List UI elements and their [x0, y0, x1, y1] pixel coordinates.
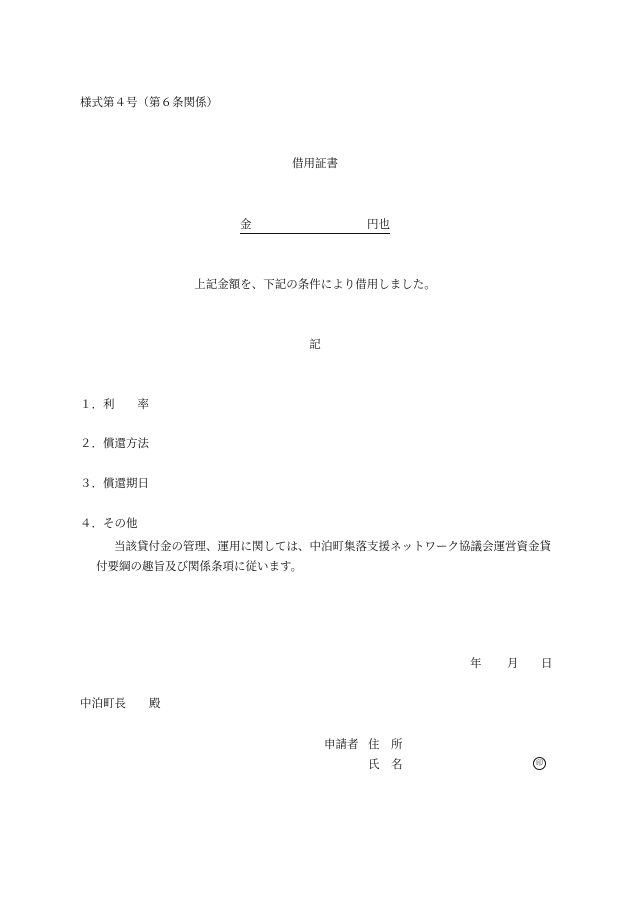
date-month: 月	[507, 656, 519, 670]
item-repayment-date: ３．償還期日	[80, 476, 149, 490]
item-interest-rate: １．利 率	[80, 397, 149, 411]
document-title: 借用証書	[292, 156, 338, 170]
item-other: ４．その他	[80, 516, 138, 530]
amount-prefix: 金	[240, 217, 252, 231]
form-number: 様式第４号（第６条関係）	[80, 95, 218, 109]
item-repayment-method: ２．償還方法	[80, 436, 149, 450]
date-day: 日	[541, 656, 553, 670]
ki-heading: 記	[309, 337, 321, 351]
seal-icon: 印	[533, 757, 546, 770]
address-label: 住 所	[368, 737, 403, 751]
statement: 上記金額を、下記の条件により借用しました。	[194, 277, 436, 291]
name-label: 氏 名	[368, 757, 403, 771]
addressee: 中泊町長 殿	[80, 696, 161, 710]
date-year: 年	[470, 656, 482, 670]
item-other-body: 当該貸付金の管理、運用に関しては、中泊町集落支援ネットワーク協議会運営資金貸付要綱の趣旨及び関係条項に従います。	[96, 539, 551, 573]
applicant-label: 申請者	[324, 737, 359, 751]
amount-suffix: 円也	[367, 217, 390, 231]
